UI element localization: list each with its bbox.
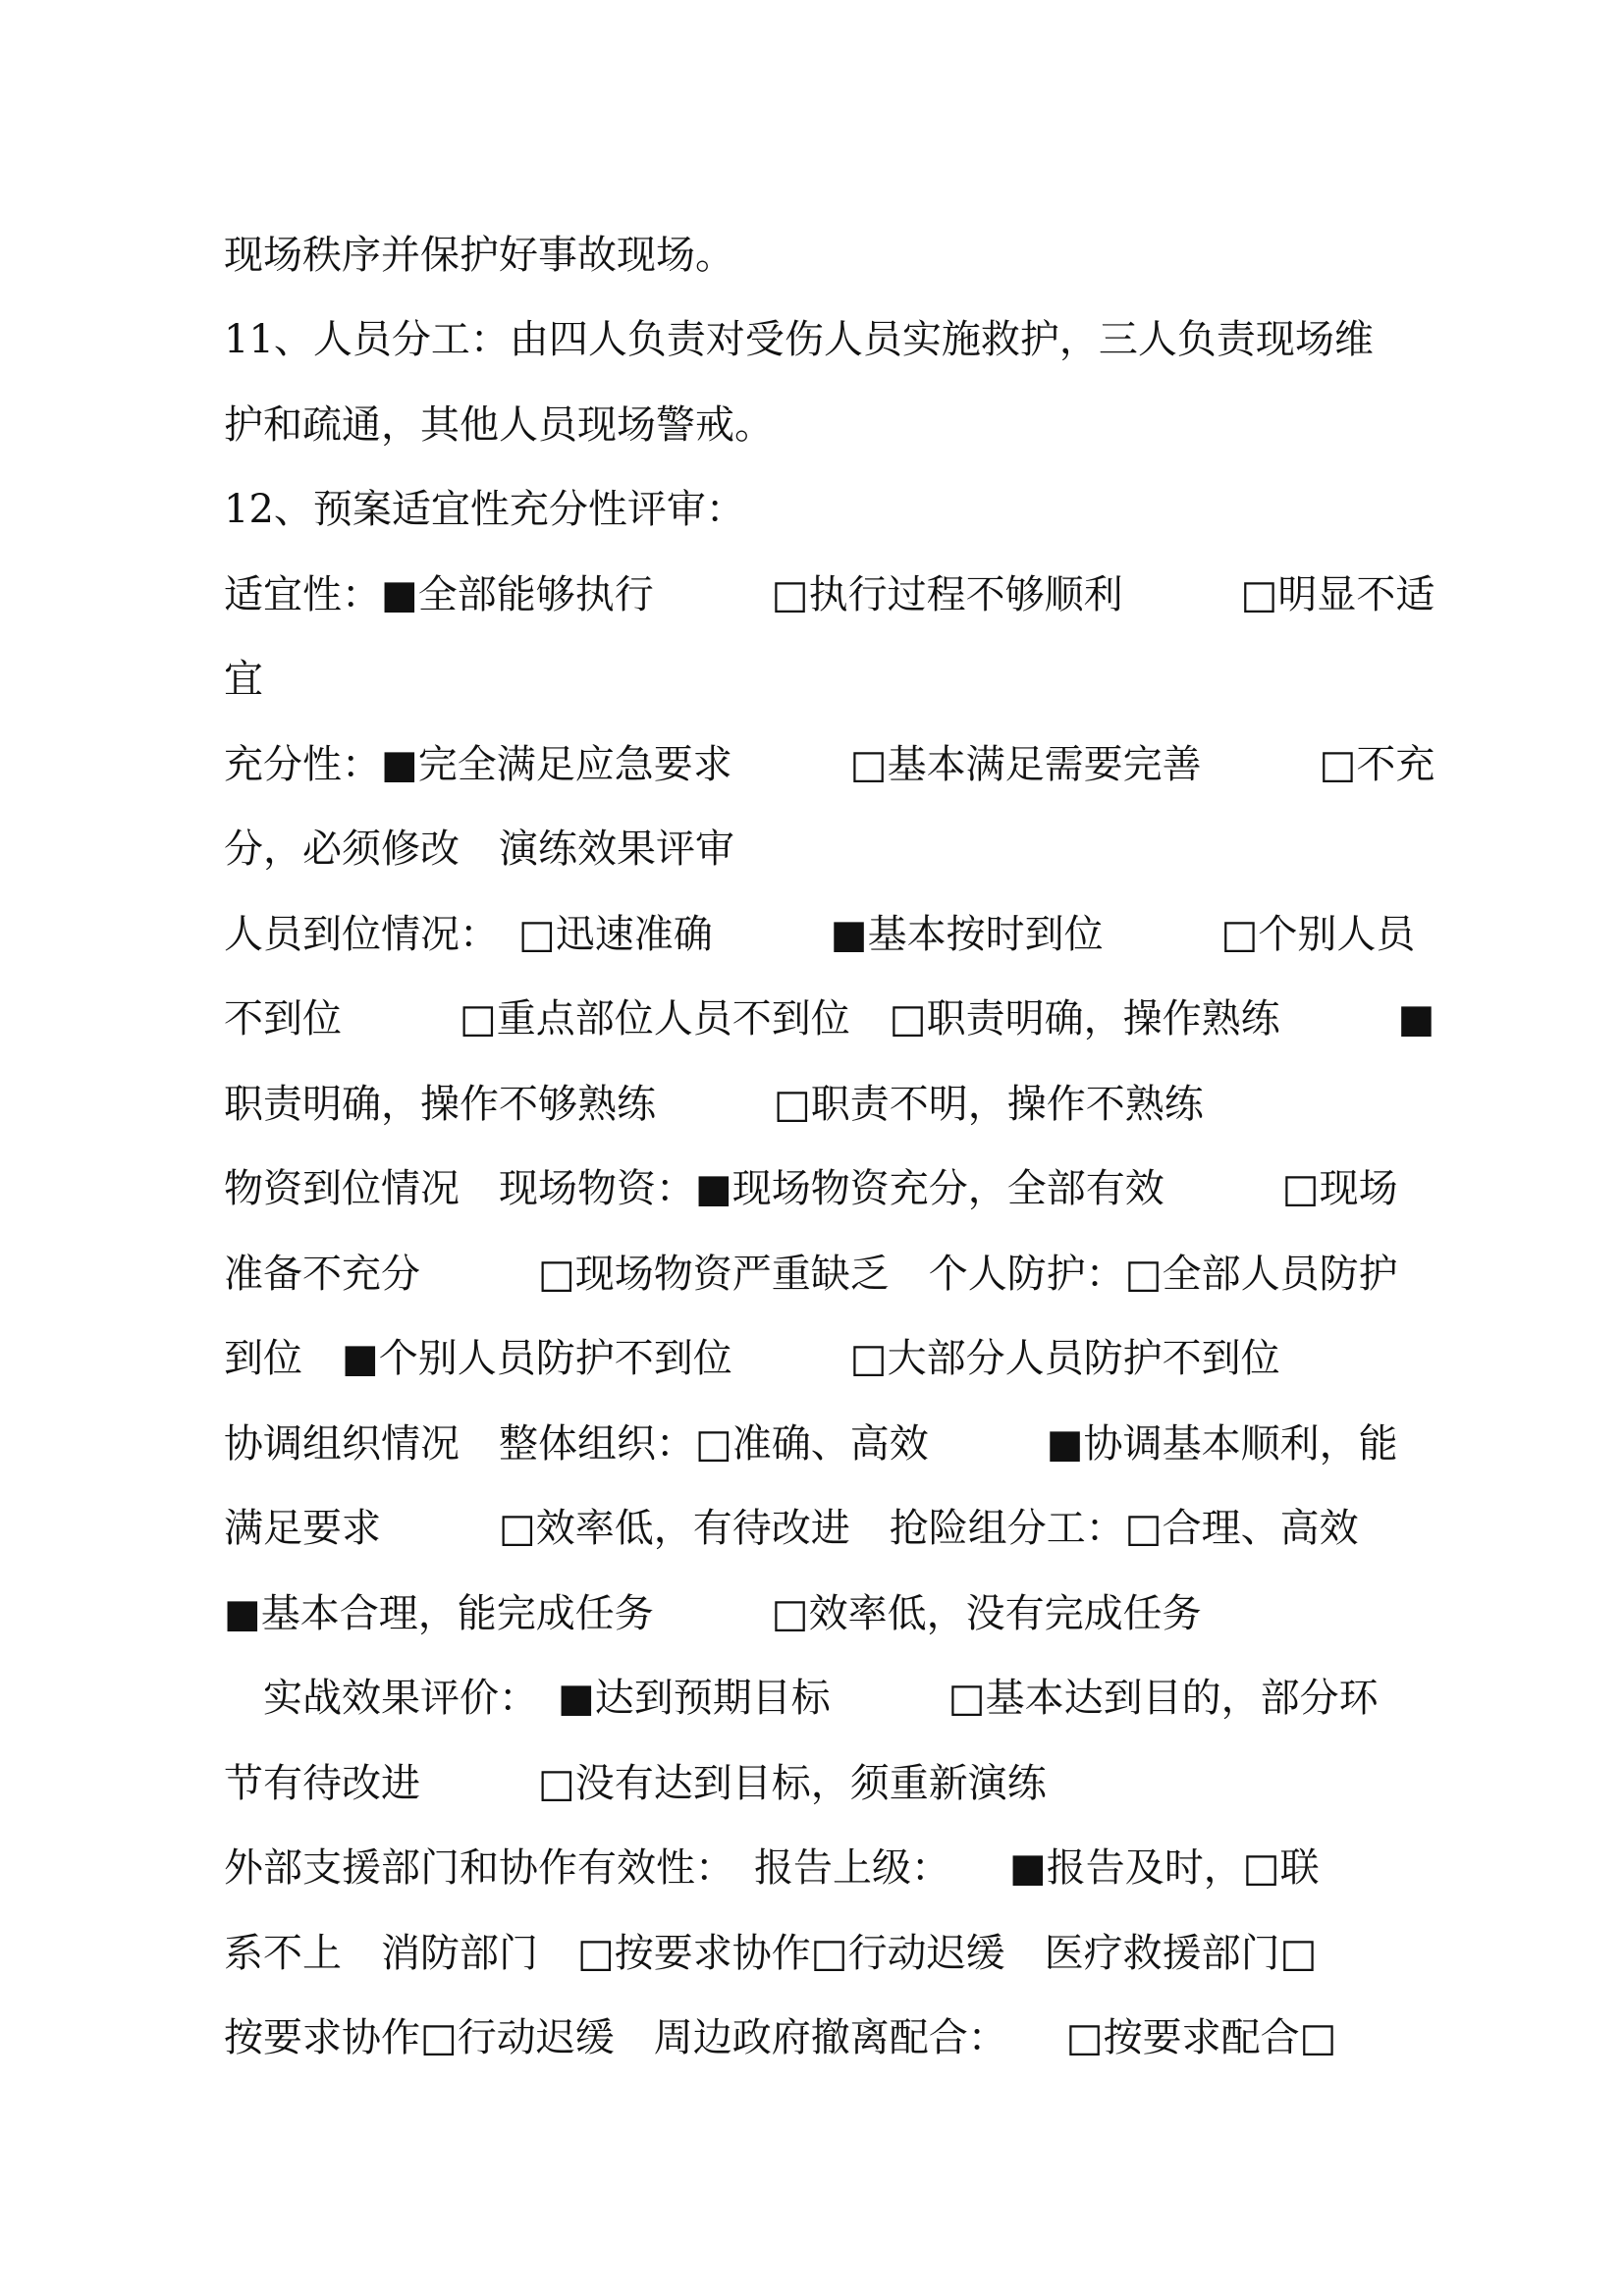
text-line: 到位 ■个别人员防护不到位 □大部分人员防护不到位	[224, 1336, 1280, 1381]
text-line: ■基本合理，能完成任务 □效率低，没有完成任务	[224, 1591, 1202, 1636]
text-line: 物资到位情况 现场物资：■现场物资充分，全部有效 □现场	[224, 1166, 1398, 1211]
text-line: 现场秩序并保护好事故现场。	[224, 233, 734, 278]
text-line: 实战效果评价： ■达到预期目标 □基本达到目的，部分环	[224, 1676, 1379, 1721]
text-line: 护和疏通，其他人员现场警戒。	[224, 402, 774, 448]
text-line: 充分性：■完全满足应急要求 □基本满足需要完善 □不充	[224, 742, 1435, 787]
text-line: 节有待改进 □没有达到目标，须重新演练	[224, 1761, 1047, 1806]
text-line: 满足要求 □效率低，有待改进 抢险组分工：□合理、高效	[224, 1506, 1359, 1551]
text-line: 分，必须修改 演练效果评审	[224, 827, 734, 872]
text-line: 宜	[224, 657, 263, 702]
text-line: 系不上 消防部门 □按要求协作□行动迟缓 医疗救援部门□	[224, 1931, 1318, 1976]
text-line: 外部支援部门和协作有效性： 报告上级： ■报告及时，□联	[224, 1845, 1320, 1891]
text-line: 按要求协作□行动迟缓 周边政府撤离配合： □按要求配合□	[224, 2015, 1337, 2060]
text-line: 11、人员分工：由四人负责对受伤人员实施救护，三人负责现场维	[224, 317, 1374, 362]
text-line: 人员到位情况： □迅速准确 ■基本按时到位 □个别人员	[224, 912, 1416, 957]
text-line: 不到位 □重点部位人员不到位 □职责明确，操作熟练 ■	[224, 996, 1435, 1041]
text-line: 协调组织情况 整体组织：□准确、高效 ■协调基本顺利，能	[224, 1421, 1398, 1467]
text-line: 职责明确，操作不够熟练 □职责不明，操作不熟练	[224, 1082, 1204, 1127]
text-line: 准备不充分 □现场物资严重缺乏 个人防护：□全部人员防护	[224, 1252, 1398, 1297]
text-line: 12、预案适宜性充分性评审：	[224, 487, 745, 532]
text-line: 适宜性：■全部能够执行 □执行过程不够顺利 □明显不适	[224, 572, 1435, 617]
